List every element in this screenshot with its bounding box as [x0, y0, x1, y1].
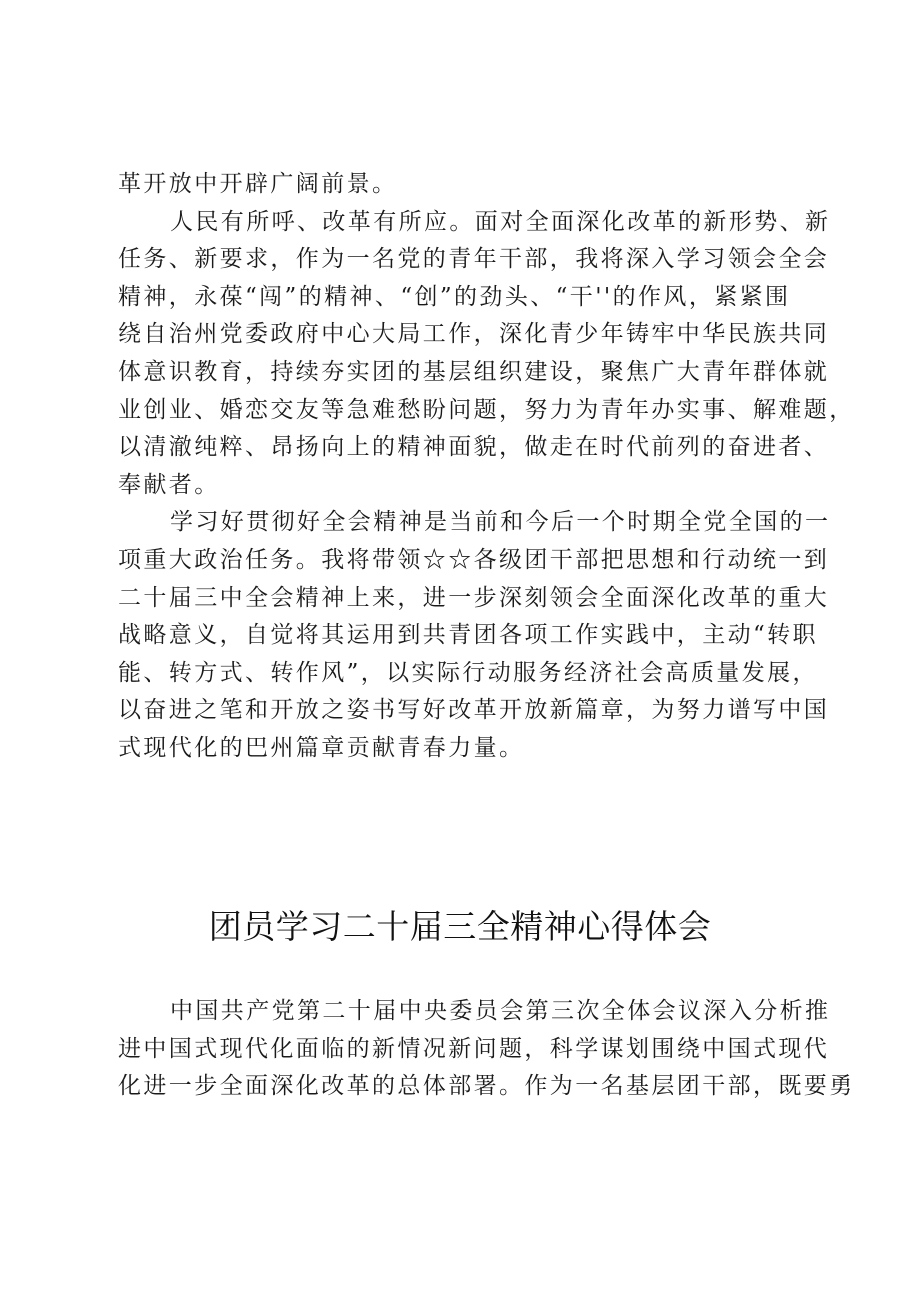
paragraph-line: 化进一步全面深化改革的总体部署。作为一名基层团干部，既要勇	[118, 1073, 855, 1100]
paragraph-line: 奉献者。	[118, 471, 220, 498]
paragraph-line: 精神，永葆“闯”的精神、“创”的劲头、“干''的作风，紧紧围	[118, 283, 791, 310]
paragraph-line: 业创业、婚恋交友等急难愁盼问题，努力为青年办实事、解难题，	[118, 396, 855, 423]
paragraph-line: 中国共产党第二十届中央委员会第三次全体会议深入分析推	[170, 998, 831, 1024]
paragraph-line: 项重大政治任务。我将带领☆☆各级团干部把思想和行动统一到	[118, 546, 830, 573]
paragraph-line: 战略意义，自觉将其运用到共青团各项工作实践中，主动“转职	[118, 622, 818, 649]
paragraph-line: 进中国式现代化面临的新情况新问题，科学谋划围绕中国式现代	[118, 1035, 830, 1062]
paragraph-line: 能、转方式、转作风”，以实际行动服务经济社会高质量发展，	[118, 659, 818, 686]
paragraph-1	[118, 204, 855, 505]
section-title: 团员学习二十届三全精神心得体会	[208, 907, 712, 946]
paragraph-line: 体意识教育，持续夯实团的基层组织建设，聚焦广大青年群体就	[118, 358, 830, 385]
paragraph-tail-line: 革开放中开辟广阔前景。	[118, 171, 398, 197]
paragraph-line: 任务、新要求，作为一名党的青年干部，我将深入学习领会全会	[118, 246, 830, 273]
paragraph-line: 以奋进之笔和开放之姿书写好改革开放新篇章，为努力谱写中国	[118, 697, 830, 724]
paragraph-line: 学习好贯彻好全会精神是当前和今后一个时期全党全国的一	[170, 509, 831, 536]
paragraph-line: 人民有所呼、改革有所应。面对全面深化改革的新形势、新	[170, 208, 831, 235]
paragraph-line: 式现代化的巴州篇章贡献青春力量。	[118, 734, 525, 761]
paragraph-3	[118, 993, 855, 1106]
paragraph-2	[118, 504, 831, 767]
paragraph-line: 以清澈纯粹、昂扬向上的精神面貌，做走在时代前列的奋进者、	[118, 434, 830, 461]
paragraph-line: 二十届三中全会精神上来，进一步深刻领会全面深化改革的重大	[118, 584, 830, 611]
text-section-top	[118, 166, 855, 768]
paragraph-line: 绕自治州党委政府中心大局工作，深化青少年铸牢中华民族共同	[118, 321, 830, 348]
